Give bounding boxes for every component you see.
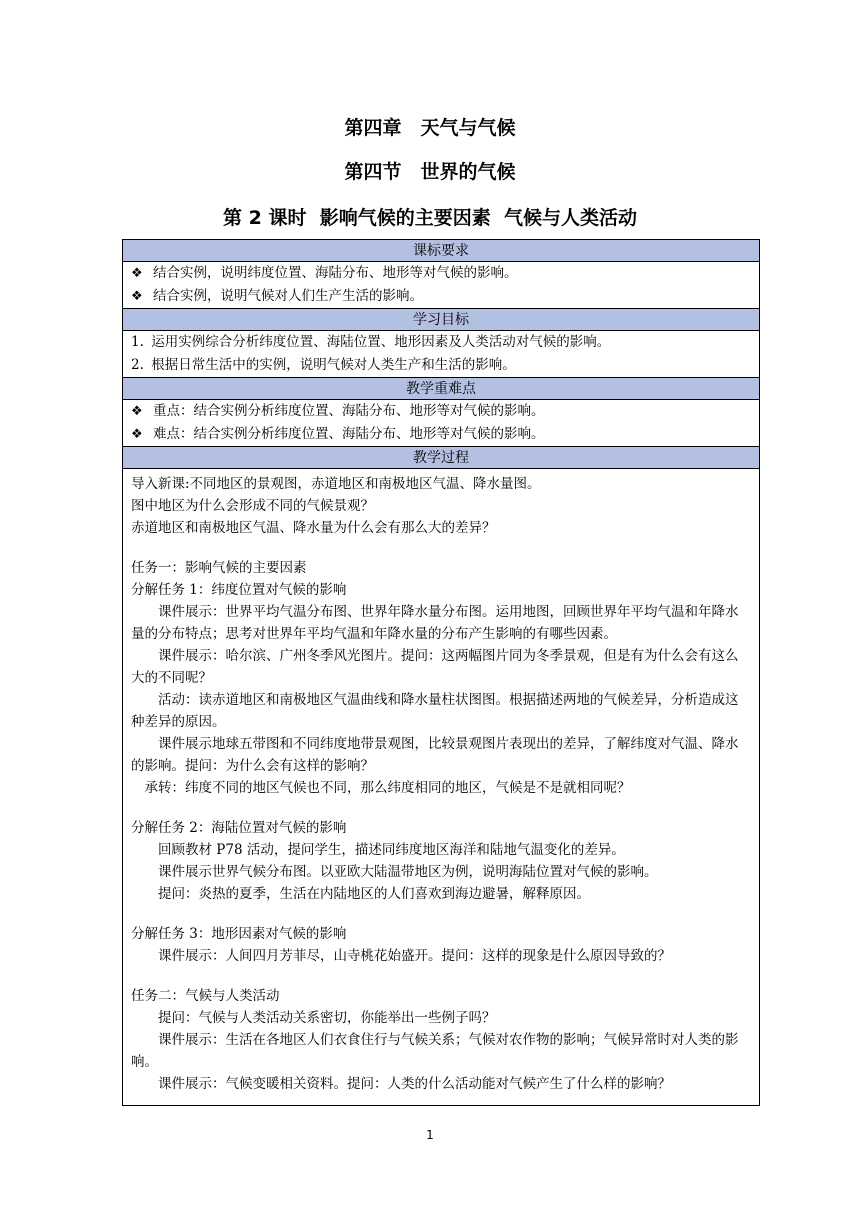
- curriculum-header: 课标要求: [123, 240, 759, 262]
- paragraph: 回顾教材 P78 活动，提问学生，描述同纬度地区海洋和陆地气温变化的差异。: [158, 842, 625, 858]
- paragraph: 活动：读赤道地区和南极地区气温曲线和降水量柱状图图。根据描述两地的气候差异，分析造成这种差异的原因。: [131, 692, 739, 730]
- list-item: ❖ 结合实例，说明纬度位置、海陆分布、地形等对气候的影响。: [123, 262, 759, 285]
- lesson-title: 第 2 课时 影响气候的主要因素 气候与人类活动: [223, 207, 637, 229]
- subtask-heading: 分解任务 2：海陆位置对气候的影响: [131, 820, 347, 836]
- chapter-title: 第四章 天气与气候: [344, 117, 516, 139]
- subtask-heading: 分解任务 1：纬度位置对气候的影响: [131, 582, 347, 598]
- paragraph: 图中地区为什么会形成不同的气候景观？: [131, 498, 374, 514]
- task-heading: 任务二：气候与人类活动: [131, 988, 280, 1004]
- paragraph: 承转：纬度不同的地区气候也不同，那么纬度相同的地区，气候是不是就相同呢？: [144, 780, 631, 796]
- lesson-plan-table: [122, 239, 760, 1106]
- paragraph: 提问：气候与人类活动关系密切，你能举出一些例子吗？: [158, 1010, 496, 1026]
- curriculum-section: [123, 262, 759, 309]
- paragraph: 提问：炎热的夏季，生活在内陆地区的人们喜欢到海边避暑，解释原因。: [158, 886, 590, 902]
- list-item: ❖ 结合实例，说明气候对人们生产生活的影响。: [123, 285, 759, 308]
- paragraph: 课件展示：世界平均气温分布图、世界年降水量分布图。运用地图，回顾世界年平均气温和年降水量的分布特点；思考对世界年平均气温和年降水量的分布产生影响的有哪些因素。: [131, 604, 739, 642]
- list-item: 2. 根据日常生活中的实例，说明气候对人类生产和生活的影响。: [131, 357, 516, 373]
- process-section: [123, 469, 759, 1095]
- list-item: ❖ 重点：结合实例分析纬度位置、海陆分布、地形等对气候的影响。: [123, 400, 759, 423]
- diamond-bullet-icon: ❖: [131, 404, 143, 419]
- page-number: 1: [426, 1128, 434, 1142]
- list-item: 1. 运用实例综合分析纬度位置、海陆位置、地形因素及人类活动对气候的影响。: [131, 334, 611, 350]
- list-item: ❖ 难点：结合实例分析纬度位置、海陆分布、地形等对气候的影响。: [123, 423, 759, 446]
- diamond-bullet-icon: ❖: [131, 427, 143, 442]
- key-points-header: 教学重难点: [123, 378, 759, 400]
- paragraph: 课件展示地球五带图和不同纬度地带景观图，比较景观图片表现出的差异，了解纬度对气温、降水的影响。提问：为什么会有这样的影响？: [131, 736, 739, 774]
- process-header: 教学过程: [123, 447, 759, 469]
- paragraph: 课件展示：人间四月芳菲尽，山寺桃花始盛开。提问：这样的现象是什么原因导致的？: [158, 948, 671, 964]
- section-title: 第四节 世界的气候: [344, 161, 516, 183]
- paragraph: 课件展示世界气候分布图。以亚欧大陆温带地区为例，说明海陆位置对气候的影响。: [158, 864, 658, 880]
- objectives-section: [123, 331, 759, 378]
- paragraph: 课件展示：气候变暖相关资料。提问：人类的什么活动能对气候产生了什么样的影响？: [158, 1076, 671, 1092]
- diamond-bullet-icon: ❖: [131, 266, 143, 281]
- diamond-bullet-icon: ❖: [131, 289, 143, 304]
- key-points-section: [123, 400, 759, 447]
- paragraph: 课件展示：哈尔滨、广州冬季风光图片。提问：这两幅图片同为冬季景观，但是有为什么会有这么大的不同呢？: [131, 648, 739, 686]
- objectives-header: 学习目标: [123, 309, 759, 331]
- subtask-heading: 分解任务 3：地形因素对气候的影响: [131, 926, 347, 942]
- paragraph: 课件展示：生活在各地区人们衣食住行与气候关系；气候对农作物的影响；气候异常时对人类的影响。: [131, 1032, 739, 1070]
- task-heading: 任务一：影响气候的主要因素: [131, 560, 307, 576]
- paragraph: 导入新课:不同地区的景观图，赤道地区和南极地区气温、降水量图。: [131, 476, 541, 492]
- paragraph: 赤道地区和南极地区气温、降水量为什么会有那么大的差异？: [131, 520, 496, 536]
